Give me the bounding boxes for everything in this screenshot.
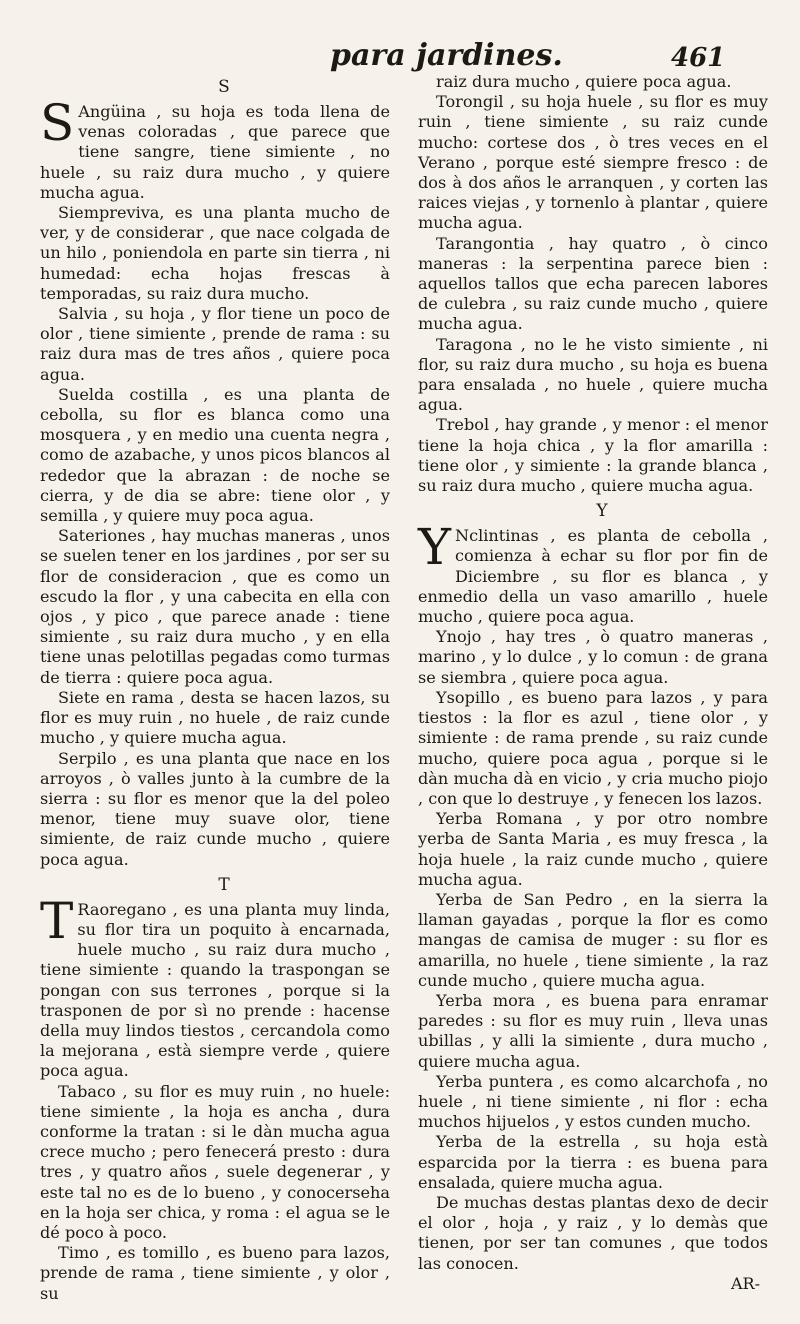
paragraph: Yerba de San Pedro , en la sierra la llaman gayadas , porque la flor es como mangas de camisa de muger : su flor es amarilla, no huele , tiene simiente , la raz cunde mucho , quiere mucha agua. [418, 889, 768, 990]
section-letter-s: S [218, 77, 230, 97]
paragraph: Ynojo , hay tres , ò quatro maneras , marino , y lo dulce , y lo comun : de grana se siembra , quiere poca agua. [418, 627, 768, 687]
dropcap-s: S [40, 94, 75, 152]
paragraph: De muchas destas plantas dexo de decir el olor , hoja , y raiz , y lo demàs que tienen, por ser tan comunes , que todos las conocen. [418, 1192, 768, 1273]
running-head: para jardines. [330, 38, 563, 73]
paragraph: Siete en rama , desta se hacen lazos, su flor es muy ruin , no huele , de raiz cunde mucho , y quiere mucha agua. [40, 687, 390, 748]
paragraph-sanguina [40, 94, 390, 203]
paragraph: Trebol , hay grande , y menor : el menor tiene la hoja chica , y la flor amarilla : tiene olor , y simiente : la grande blanca , su raiz dura mucho , quiere mucha agua. [418, 415, 768, 496]
paragraph: Tabaco , su flor es muy ruin , no huele: tiene simiente , la hoja es ancha , dura conforme la tratan : si le dàn mucha agua crece mucho ; pero fenecerá presto : dura tres , y quatro años , suele degenerar , y este tal no es de lo bueno , y conocerseha en la hoja ser chica, y roma : el agua se le dé poco à poco. [40, 1081, 390, 1242]
paragraph: Sateriones , hay muchas maneras , unos se suelen tener en los jardines , por ser su flor de consideracion , que es como un escudo la flor , y una cabecita en ella con ojos , y pico , que parece anade : tiene simiente , su raiz dura mucho , y en ella tiene unas pelotillas pegadas como turmas de tierra : quiere poca agua. [40, 526, 390, 687]
dropcap-t: T [40, 891, 74, 950]
paragraph: Ysopillo , es bueno para lazos , y para tiestos : la flor es azul , tiene olor , y simiente : de rama prende , su raiz cunde mucho, quiere poca agua , porque si le dàn mucha dà en vicio , y cria mucho piojo , con que lo destruye , y fenecen los lazos. [418, 687, 768, 808]
paragraph-text: Angüina , su hoja es toda llena de venas coloradas , que parece que tiene sangre, tiene simiente , no huele , su raiz dura mucho , y quiere mucha agua. [40, 102, 390, 202]
paragraph: Tarangontia , hay quatro , ò cinco maneras : la serpentina parece bien : aquellos tallos que echa parecen labores de culebra , su raiz cunde mucho , quiere mucha agua. [418, 233, 768, 334]
paragraph-text: Raoregano , es una planta muy linda, su flor tira un poquito à encarnada, huele mucho , su raiz dura mucho , tiene simiente : quando la traspongan se pongan con sus terrones , porque si la trasponen de por sì no prende : hacense della muy lindos tiestos , cercandola como la mejorana , està siempre verde , quiere poca agua. [40, 899, 390, 1081]
paragraph: Yerba de la estrella , su hoja està esparcida por la tierra : es buena para ensalada, quiere mucha agua. [418, 1132, 768, 1192]
page-number: 461 [671, 43, 726, 73]
catchword: AR- [730, 1273, 760, 1293]
paragraph: Yerba Romana , y por otro nombre yerba de Santa Maria , es muy fresca , la hoja huele , la raiz cunde mucho , quiere mucha agua. [418, 809, 768, 889]
paragraph: Suelda costilla , es una planta de cebolla, su flor es blanca como una mosquera , y en medio una cuenta negra , como de azabache, y unos picos blancos al rededor que la abrazan : de noche se cierra, y de dia se abre: tiene olor , y semilla , y quiere muy poca agua. [40, 384, 390, 526]
paragraph: Yerba puntera , es como alcarchofa , no huele , ni tiene simiente , ni flor : echa muchos hijuelos , y estos cunden mucho. [418, 1071, 768, 1132]
paragraph: Salvia , su hoja , y flor tiene un poco de olor , tiene simiente , prende de rama : su raiz dura mas de tres años , quiere poca agua. [40, 304, 390, 384]
paragraph-text: Nclintinas , es planta de cebolla , comienza à echar su flor por fin de Diciembre , su flor es blanca , y enmedio della un vaso amarillo , huele mucho , quiere poca agua. [418, 526, 768, 627]
section-letter-t: T [218, 874, 230, 895]
paragraph-continuation: raiz dura mucho , quiere poca agua. [436, 72, 732, 91]
paragraph: Torongil , su hoja huele , su flor es muy ruin , tiene simiente , su raiz cunde mucho: cortese dos , ò tres veces en el Verano , porque esté siempre fresco : de dos à dos años le arranquen , y corten las raices viejas , y tornenlo à plantar , quiere mucha agua. [418, 92, 768, 233]
paragraph: Taragona , no le he visto simiente , ni flor, su raiz dura mucho , su hoja es buena para ensalada , no huele , quiere mucha agua. [418, 334, 768, 415]
paragraph-ynclintinas [418, 518, 768, 627]
paragraph: Siempreviva, es una planta mucho de ver, y de considerar , que nace colgada de un hilo , poniendola en parte sin tierra , ni humedad: echa hojas frescas à temporadas, su raiz dura mucho. [40, 203, 390, 303]
left-column [40, 72, 390, 1304]
paragraph: Timo , es tomillo , es bueno para lazos, prende de rama , tiene simiente , y olor , su [40, 1243, 390, 1303]
paragraph-traoregano [40, 891, 390, 1082]
paragraph: Serpilo , es una planta que nace en los arroyos , ò valles junto à la cumbre de la sierra : su flor es menor que la del poleo menor, tiene muy suave olor, tiene simiente, de raiz cunde mucho , quiere poca agua. [40, 748, 390, 869]
section-letter-y: Y [596, 501, 608, 522]
paragraph: Yerba mora , es buena para enramar paredes : su flor es muy ruin , lleva unas ubillas , y alli la simiente , dura mucho , quiere mucha agua. [418, 990, 768, 1071]
dropcap-y: Y [418, 518, 452, 577]
right-column [418, 72, 768, 1294]
